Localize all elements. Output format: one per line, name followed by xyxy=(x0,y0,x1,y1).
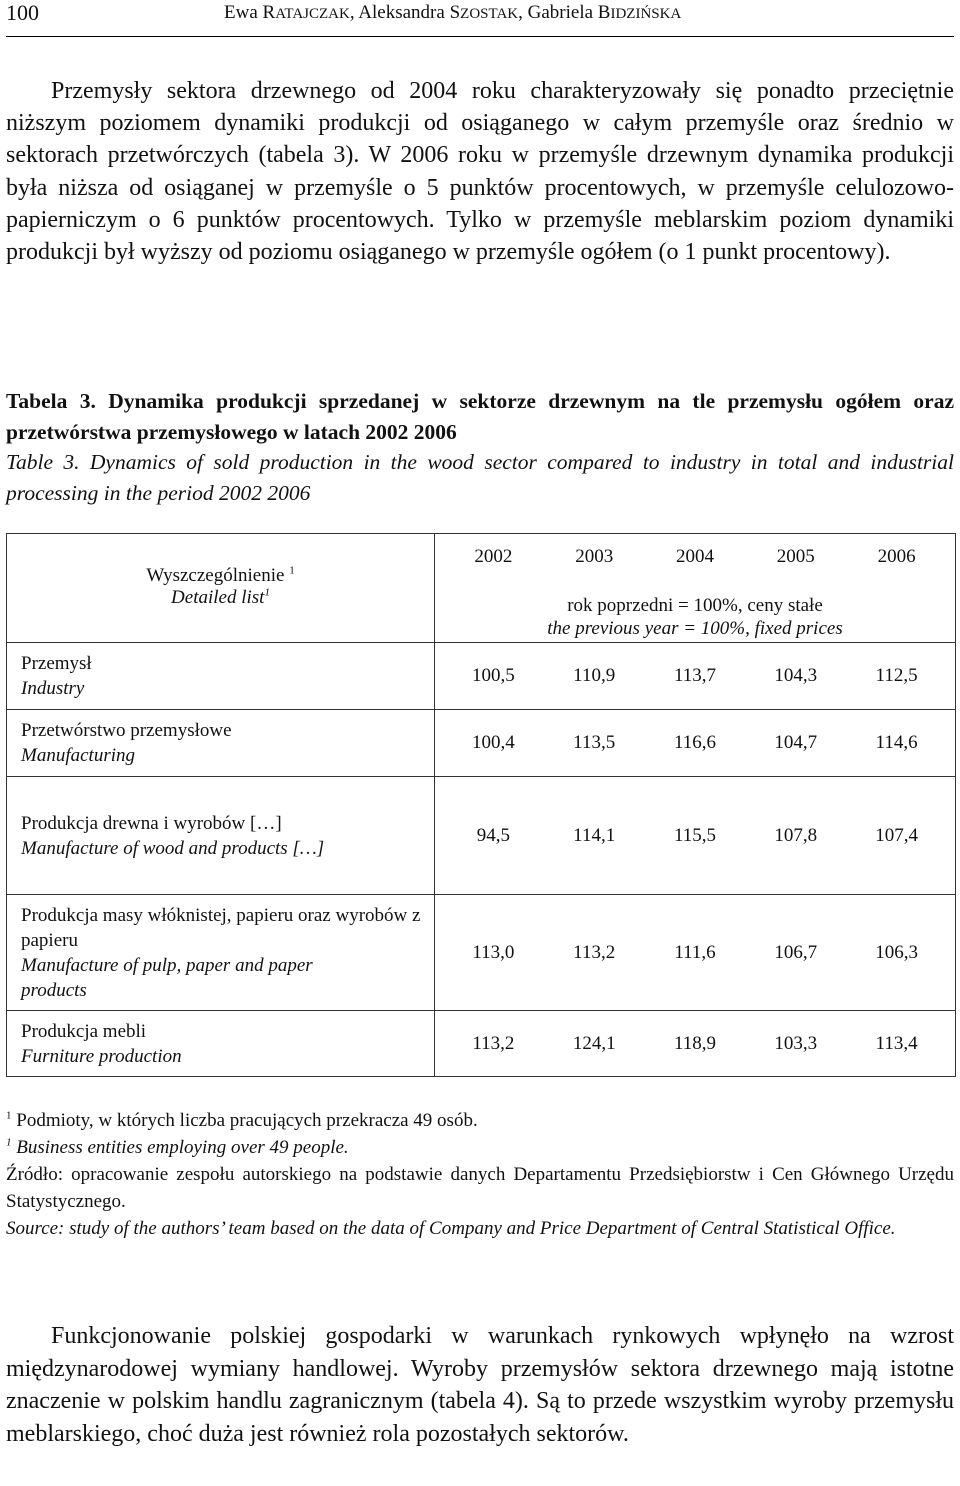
table-row xyxy=(7,710,956,777)
table-cell: 100,4 xyxy=(472,732,515,753)
author-text: S xyxy=(449,2,461,23)
intro-paragraph: Przemysły sektora drzewnego od 2004 roku charakteryzowały się ponadto przeciętnie niższym poziomem dynamiki produkcji od osiąganego w całym przemyśle oraz średnio w sektorach przetwórczych (tabela 3). W 2006 roku w przemyśle drzewnym dynamika produkcji była niższa od osiąganej w przemyśle o 5 punktów procentowych, w przemyśle celulozowo-papierniczym o 6 punktów procentowych. Tylko w przemyśle meblarskim poziom dynamiki produkcji był wyższy od poziomu osiąganego w przemyśle ogółem (o 1 punkt procentowy). xyxy=(6,78,954,266)
table-cell: 113,5 xyxy=(573,732,616,753)
row-values xyxy=(435,643,956,710)
table-cell: 118,9 xyxy=(673,1032,716,1054)
row-label xyxy=(7,895,435,1011)
table-cell: 106,7 xyxy=(774,941,818,963)
row-label xyxy=(7,1011,435,1077)
footnote-en xyxy=(6,1134,954,1161)
row-label xyxy=(7,777,435,895)
table-cell: 100,5 xyxy=(472,665,515,686)
header-en xyxy=(7,587,434,609)
footnote-pl xyxy=(6,1107,954,1134)
table-cell: 107,4 xyxy=(875,824,918,846)
author-text: IDZIŃSKA xyxy=(610,6,682,22)
table-cell: 111,6 xyxy=(674,941,716,963)
row-label-pl: Przemysł xyxy=(21,653,92,674)
footnote-mark: 1 xyxy=(289,564,295,577)
row-label-pl: Przetwórstwo przemysłowe xyxy=(21,720,232,741)
table-cell: 104,7 xyxy=(774,732,818,753)
row-values xyxy=(435,895,956,1011)
header-pl xyxy=(7,565,434,587)
row-label-pl: Produkcja masy włóknistej, papieru oraz wyrobów z papieru xyxy=(21,904,421,951)
footnote-mark: 1 xyxy=(6,1136,12,1149)
table-row xyxy=(7,777,956,895)
source-note-en: Source: study of the authors’ team based on the data of Company and Price Department of Central Statistical Office. xyxy=(6,1218,896,1239)
row-label-en: Industry xyxy=(21,678,85,699)
year-header: 2003 xyxy=(575,546,614,567)
source-note-pl: Źródło: opracowanie zespołu autorskiego na podstawie danych Departamentu Przedsiębiorstw i Cen Głównego Urzędu Statystycznego. xyxy=(6,1164,954,1212)
basis-pl: rok poprzedni = 100%, ceny stałe xyxy=(567,595,823,616)
table-cell: 107,8 xyxy=(774,824,818,846)
footnote-mark: 1 xyxy=(264,586,270,599)
closing-paragraph: Funkcjonowanie polskiej gospodarki w warunkach rynkowych wpłynęło na wzrost międzynarodowej wymiany handlowej. Wyroby przemysłów sektora drzewnego mają istotne znaczenie w polskim handlu zagranicznym (tabela 4). Są to przede wszystkim wyroby przemysłu meblarskiego, choć duża jest również rola pozostałych sektorów. xyxy=(6,1323,954,1447)
footnote-text: Business entities employing over 49 people. xyxy=(11,1137,349,1158)
author-text: , Aleksandra xyxy=(349,2,450,23)
year-header: 2002 xyxy=(474,546,513,567)
header-en-text: Detailed list xyxy=(171,587,265,608)
table-cell: 113,4 xyxy=(875,1032,918,1054)
caption-text: Dynamika produkcji sprzedanej w sektorze drzewnym na tle przemysłu ogółem oraz przetwórstwa przemysłowego w latach 2002 2006 xyxy=(6,389,955,444)
author-text: , Gabriela xyxy=(518,2,598,23)
table-row xyxy=(7,895,956,1011)
table-row xyxy=(7,643,956,710)
column-header-item xyxy=(7,534,435,643)
row-label-pl: Produkcja drewna i wyrobów […] xyxy=(21,812,282,834)
author-text: R xyxy=(262,2,276,23)
table-cell: 110,9 xyxy=(573,665,616,686)
author-text: ZOSTAK xyxy=(460,6,519,22)
table-cell: 114,1 xyxy=(573,824,616,846)
footnote-mark: 1 xyxy=(6,1109,12,1122)
table-row xyxy=(7,1011,956,1077)
table-cell: 116,6 xyxy=(673,732,716,753)
author-text: Ewa xyxy=(224,2,263,23)
row-label xyxy=(7,710,435,777)
row-values xyxy=(435,777,956,895)
year-header: 2005 xyxy=(776,546,815,567)
table-caption-pl xyxy=(6,386,954,448)
row-label-en: Manufacture of pulp, paper and paper products xyxy=(21,954,313,1001)
table-caption-en xyxy=(6,447,954,509)
table-header-row xyxy=(7,534,956,643)
table-cell: 113,2 xyxy=(573,941,616,963)
table-cell: 113,0 xyxy=(472,941,515,963)
caption-text: Dynamics of sold production in the wood sector compared to industry in total and industrial processing in the period 2002 2006 xyxy=(6,450,954,505)
basis-en: the previous year = 100%, fixed prices xyxy=(547,618,843,639)
row-values xyxy=(435,710,956,777)
row-values xyxy=(435,1011,956,1077)
table-cell: 103,3 xyxy=(774,1032,818,1054)
basis-note xyxy=(435,594,955,640)
table-cell: 114,6 xyxy=(875,732,918,753)
year-header: 2004 xyxy=(675,546,714,567)
authors-line xyxy=(224,2,681,24)
page-number: 100 xyxy=(6,0,39,25)
table-cell: 115,5 xyxy=(673,824,716,846)
row-label-en: Manufacture of wood and products […] xyxy=(21,837,325,859)
year-header: 2006 xyxy=(877,546,916,567)
row-label-en: Furniture production xyxy=(21,1045,182,1067)
table-cell: 94,5 xyxy=(476,824,511,846)
author-text: ATAJCZAK xyxy=(275,6,350,22)
caption-label: Tabela 3. xyxy=(6,389,96,413)
author-text: B xyxy=(597,2,611,23)
header-pl-text: Wyszczególnienie xyxy=(146,565,285,586)
row-label-en: Manufacturing xyxy=(21,745,135,766)
table-cell: 112,5 xyxy=(875,665,918,686)
row-label-pl: Produkcja mebli xyxy=(21,1020,147,1042)
footnote-text: Podmioty, w których liczba pracujących przekracza 49 osób. xyxy=(11,1110,478,1131)
table-cell: 104,3 xyxy=(774,665,818,686)
table-cell: 113,2 xyxy=(472,1032,515,1054)
column-header-years xyxy=(435,534,956,643)
data-table xyxy=(6,533,956,1077)
table-cell: 106,3 xyxy=(875,941,918,963)
table-cell: 124,1 xyxy=(572,1032,616,1054)
row-label xyxy=(7,643,435,710)
caption-label: Table 3. xyxy=(6,450,80,474)
year-list xyxy=(435,546,955,568)
running-header xyxy=(6,0,954,37)
table-cell: 113,7 xyxy=(673,665,716,686)
